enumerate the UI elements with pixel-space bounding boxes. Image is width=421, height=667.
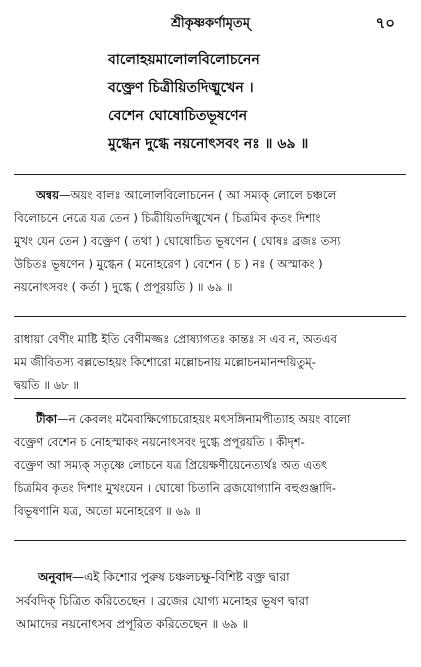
tika-line: বিভূষণানি যত্র, অতো মনোহরেণ ॥ ৬৯ ॥ [14,504,201,518]
anvaya-line: উচিতঃ ভূষণেন ) মুগ্ধেন ( মনোহরেণ ) বেশেন ( চ ) নঃ ( অস্মাকং ) [14,257,323,271]
verse-line: মুগ্ধেন দুগ্ধে নয়নোৎসবং নঃ ॥ ৬৯ ॥ [108,136,309,152]
divider-rule [14,174,406,175]
anvaya-line: বিলোচনে নেত্রে যত্র তেন ) চিত্রীয়িতদিঙ্মুখেন ( চিত্রমিব কৃতং দিশাং [14,211,321,225]
translation-line: আমাদের নয়নোৎসব প্রপূরিত করিতেছেন ॥ ৬৯ ॥ [16,617,249,631]
commentary-line: মম জীবিতস্য বল্লভোহয়ং কিশোরো মল্লোচনায় মল্লোচনমানন্দয়িতুম্- [14,355,316,369]
anvaya-line: মুখং যেন তেন ) বক্ত্রেণ ( তথা ) ঘোষোচিত ভূষণেন ( ঘোষঃ ব্রজঃ তস্য [14,234,341,248]
anvaya-line: —অয়ং বালঃ আলোলবিলোচনেন ( আ সম্যক্ লোলে চঞ্চলে [59,188,337,202]
translation-section [16,566,408,637]
running-header-title: শ্রীকৃষ্ণকর্ণামৃতম্ [171,16,250,31]
anvaya-section [14,184,408,299]
verse-line: বক্ত্রেণ চিত্রীয়িতদিঙ্মুখেন । [108,80,254,96]
tika-line: বক্ত্রেণ বেশেন চ নোহস্মাকং নয়নোৎসবং দুগ্ধে প্রপূরয়তি । কীদৃশ- [14,435,305,449]
divider-rule [14,540,406,541]
translation-line: —এই কিশোর পুরুষ চঞ্চলচক্ষু-বিশিষ্ট বক্ত্র দ্বারা [72,570,290,584]
tika-line: বক্ত্রেণ আ সম্যক্ সতৃষ্ণে লোচনে যত্র প্রিয়েক্ষণীয়েনেত্যর্থঃ অত এতৎ [14,458,328,472]
tika-line: —ন কেবলং মমৈবাক্ষিগোচরোহয়ং মৎসঙ্গিনামপীত্যাহ অয়ং বালো [57,412,351,426]
verse-line: বালোহয়মালোলবিলোচনেন [108,52,260,68]
translation-heading: অনুবাদ [38,570,73,584]
commentary-section [14,328,408,397]
sanskrit-verse [108,46,408,158]
divider-rule [14,316,406,317]
translation-line: সর্ববদিক্ চিত্রিত করিতেছেন । ব্রজের যোগ্য মনোহর ভূষণ দ্বারা [16,593,309,608]
divider-rule [14,398,406,399]
commentary-line: দ্বয়তি ॥ ৬৮ ॥ [14,378,79,392]
anvaya-heading: অন্বয় [36,188,60,202]
anvaya-line: নয়নোৎসবং ( কর্তা ) দুগ্ধে ( প্রপূরয়তি ) ॥ ৬৯ ॥ [14,280,233,294]
verse-line: বেশেন ঘোষোচিতভূষণেন [108,108,248,124]
page-number: ৭০ [375,14,395,32]
tika-line: চিত্রমিব কৃতং দিশাং মুখংযেন । ঘোষো চিতানি ব্রজযোগ্যানি বহুগুঞ্জাদি- [14,481,337,495]
tika-section [14,408,408,523]
commentary-line: রাধায়া বেণীং মাষ্টি ইতি বেণীমজ্জঃ প্রোষ্যাগতঃ কান্তঃ স এব ন, অতএব [14,332,338,346]
tika-heading: টীকা [36,412,58,426]
